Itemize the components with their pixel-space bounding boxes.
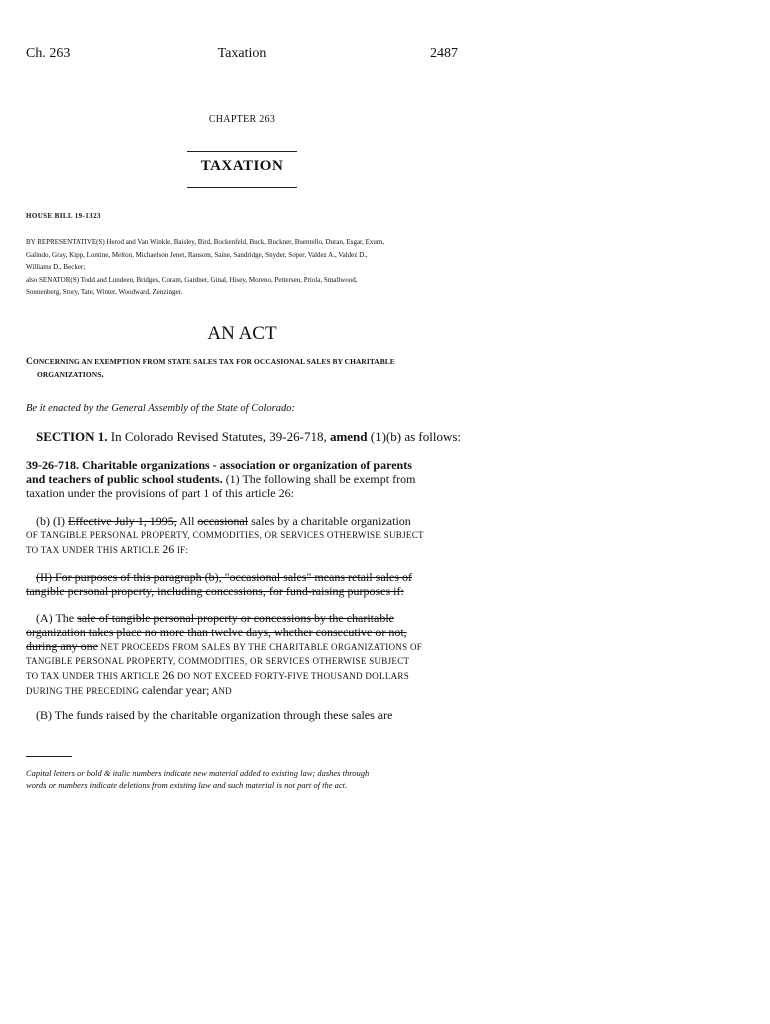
act-concerning-clause: [26, 356, 460, 381]
paragraph-ii: [26, 570, 458, 598]
para-a-prefix: (A) The: [36, 611, 78, 625]
sponsor-line: Williams D., Becker;: [26, 263, 86, 271]
sponsor-line: BY REPRESENTATIVE(S) Herod and Van Winkle, Baisley, Bird, Bockenfeld, Buck, Buckner, Buentello, Duran, Esgar, Exum,: [26, 238, 385, 246]
chapter-title: TAXATION: [200, 158, 284, 174]
sponsor-line: Galindo, Gray, Kipp, Lontine, Melton, Michaelson Jenet, Ransom, Saine, Sandridge, Snyder, Soper, Valdez A., Valdez D.,: [26, 250, 368, 259]
header-title: Taxation: [217, 46, 267, 61]
article-number: 26: [162, 542, 175, 556]
deleted-text: sale of tangible personal property or concessions by the charitable: [77, 611, 395, 625]
statute-heading: [26, 458, 458, 500]
para-a-text: calendar year;: [141, 683, 210, 697]
new-text: IF:: [174, 545, 189, 555]
amend-keyword: amend: [329, 429, 368, 444]
section-text-end: (1)(b) as follows:: [367, 429, 462, 444]
section-text: In Colorado Revised Statutes, 39-26-718,: [107, 429, 330, 444]
header-chapter: Ch. 263: [26, 46, 71, 61]
deleted-text: occasional: [197, 514, 249, 528]
statute-heading-line-3: taxation under the provisions of part 1 of this article 26:: [26, 486, 294, 500]
footnote-rule: [26, 756, 72, 757]
sponsor-line: Sonnenberg, Story, Tate, Winter, Woodward, Zenzinger.: [26, 288, 183, 296]
new-text: NET PROCEEDS FROM SALES BY THE CHARITABLE ORGANIZATIONS OF: [97, 642, 423, 652]
para-b-prefix: (b) (I): [36, 514, 68, 528]
sponsor-line: also SENATOR(S) Todd and Lundeen, Bridges, Coram, Gardner, Ginal, Hisey, Moreno, Pettersen, Priola, Smallwood,: [26, 275, 358, 284]
new-text: DURING THE PRECEDING: [26, 686, 142, 696]
enacting-clause: Be it enacted by the General Assembly of the State of Colorado:: [26, 403, 295, 414]
paragraph-b-i: [26, 514, 458, 557]
deleted-text: organization takes place no more than twelve days, whether consecutive or not,: [26, 625, 407, 639]
concerning-line-2: ORGANIZATIONS: [37, 369, 102, 379]
sponsor-list: [26, 236, 458, 299]
paragraph-b-2: [26, 708, 458, 722]
new-text: AND: [209, 686, 232, 696]
new-text: OF TANGIBLE PERSONAL PROPERTY, COMMODITIES, OR SERVICES OTHERWISE SUBJECT: [26, 530, 424, 540]
footnote-line-1: Capital letters or bold & italic numbers indicate new material added to existing law; dashes through: [26, 768, 370, 778]
para-b-rest: sales by a charitable organization: [248, 514, 411, 528]
deleted-text: (II) For purposes of this paragraph (b), "occasional sales" means retail sales of: [36, 570, 413, 584]
statute-heading-line-1: 39-26-718. Charitable organizations - association or organization of parents: [26, 458, 412, 472]
header-page-number: 2487: [430, 46, 458, 61]
bill-number: HOUSE BILL 19-1323: [26, 212, 101, 220]
concerning-line-1: ONCERNING AN EXEMPTION FROM STATE SALES TAX FOR OCCASIONAL SALES BY CHARITABLE: [32, 357, 395, 366]
title-rule-top: [187, 151, 297, 152]
act-title: AN ACT: [207, 323, 277, 344]
deleted-text: during any one: [26, 639, 98, 653]
footnote-line-2: words or numbers indicate deletions from existing law and such material is not part of the act.: [26, 780, 348, 790]
new-text: TO TAX UNDER THIS ARTICLE: [26, 671, 163, 681]
section-1: [36, 428, 462, 445]
concerning-initial: C: [26, 357, 33, 367]
chapter-number: CHAPTER 263: [208, 114, 276, 125]
new-text: DO NOT EXCEED FORTY-FIVE THOUSAND DOLLARS: [174, 671, 410, 681]
para-b2-line: (B) The funds raised by the charitable organization through these sales are: [36, 708, 393, 722]
paragraph-a: [26, 611, 458, 698]
section-label: SECTION 1.: [36, 429, 108, 444]
new-text: TO TAX UNDER THIS ARTICLE: [26, 545, 163, 555]
deleted-text: tangible personal property, including concessions, for fund-raising purposes if:: [26, 584, 404, 598]
statute-heading-rest: (1) The following shall be exempt from: [222, 472, 416, 486]
statute-heading-bold: and teachers of public school students.: [26, 472, 223, 486]
title-rule-bottom: [187, 187, 297, 188]
concerning-period: .: [101, 369, 104, 380]
para-b-mid: All: [176, 514, 198, 528]
footnote: [26, 767, 458, 791]
deleted-text: Effective July 1, 1995,: [67, 514, 177, 528]
article-number: 26: [162, 668, 175, 682]
new-text: TANGIBLE PERSONAL PROPERTY, COMMODITIES, OR SERVICES OTHERWISE SUBJECT: [26, 656, 410, 666]
